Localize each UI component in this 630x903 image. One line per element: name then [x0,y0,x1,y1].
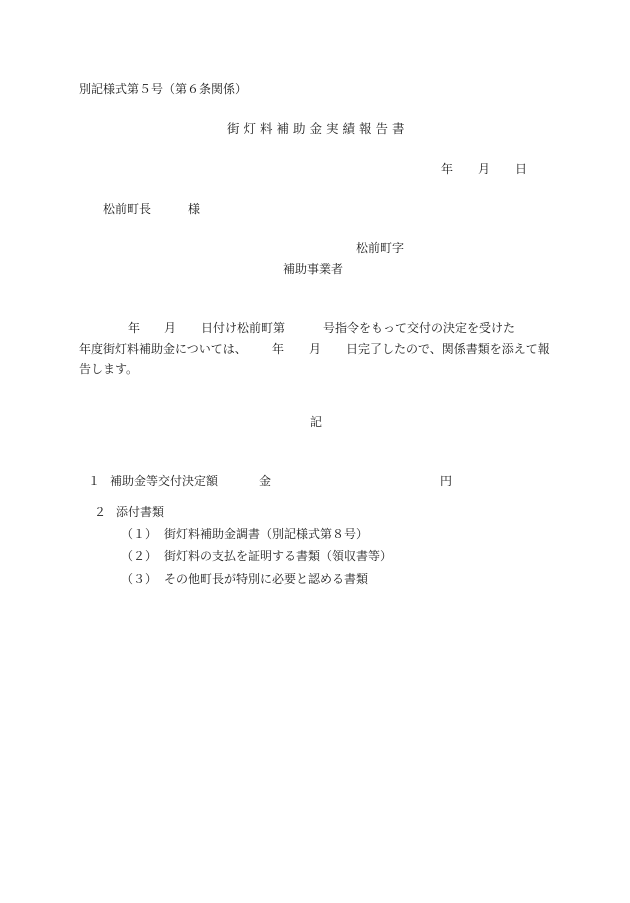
item1-prefix: 金 [259,474,272,488]
attachment-text: 街灯料補助金調書（別記様式第８号） [164,527,369,541]
date-day-label: 日 [515,162,528,176]
attachment-number: （２） [121,549,158,563]
attachment-number: （１） [121,527,158,541]
attachment-text: その他町長が特別に必要と認める書類 [164,572,369,586]
item2-number: ２ [94,505,107,519]
body-line2-text1: 年度街灯料補助金については、 [79,342,247,356]
body-line2-month: 月 [309,342,322,356]
body-line1-text2: 号指令をもって交付の決定を受けた [323,321,516,335]
item1-unit: 円 [440,474,453,488]
body-line3: 告します。 [79,362,139,376]
addressee-name: 松前町長 [103,202,152,216]
note-heading: 記 [310,415,323,429]
body-line1-year: 年 [128,321,141,335]
body-line1-month: 月 [164,321,177,335]
addressee-honorific: 様 [188,202,201,216]
date-month-label: 月 [478,162,491,176]
body-line1-text1: 日付け松前町第 [201,321,286,335]
form-number: 別記様式第５号（第６条関係） [79,82,248,96]
date-year-label: 年 [441,162,454,176]
item1-label: 補助金等交付決定額 [110,474,219,488]
body-line2-year: 年 [272,342,285,356]
attachment-number: （３） [121,572,158,586]
document-title: 街灯料補助金実績報告書 [227,121,409,136]
applicant-address-label: 松前町字 [356,241,405,255]
item2-label: 添付書類 [116,505,165,519]
applicant-operator-label: 補助事業者 [283,262,344,276]
body-line2-text2: 日完了したので、関係書類を添えて報 [346,342,550,356]
item1-number: １ [88,474,101,488]
attachment-text: 街灯料の支払を証明する書類（領収書等） [164,549,393,563]
